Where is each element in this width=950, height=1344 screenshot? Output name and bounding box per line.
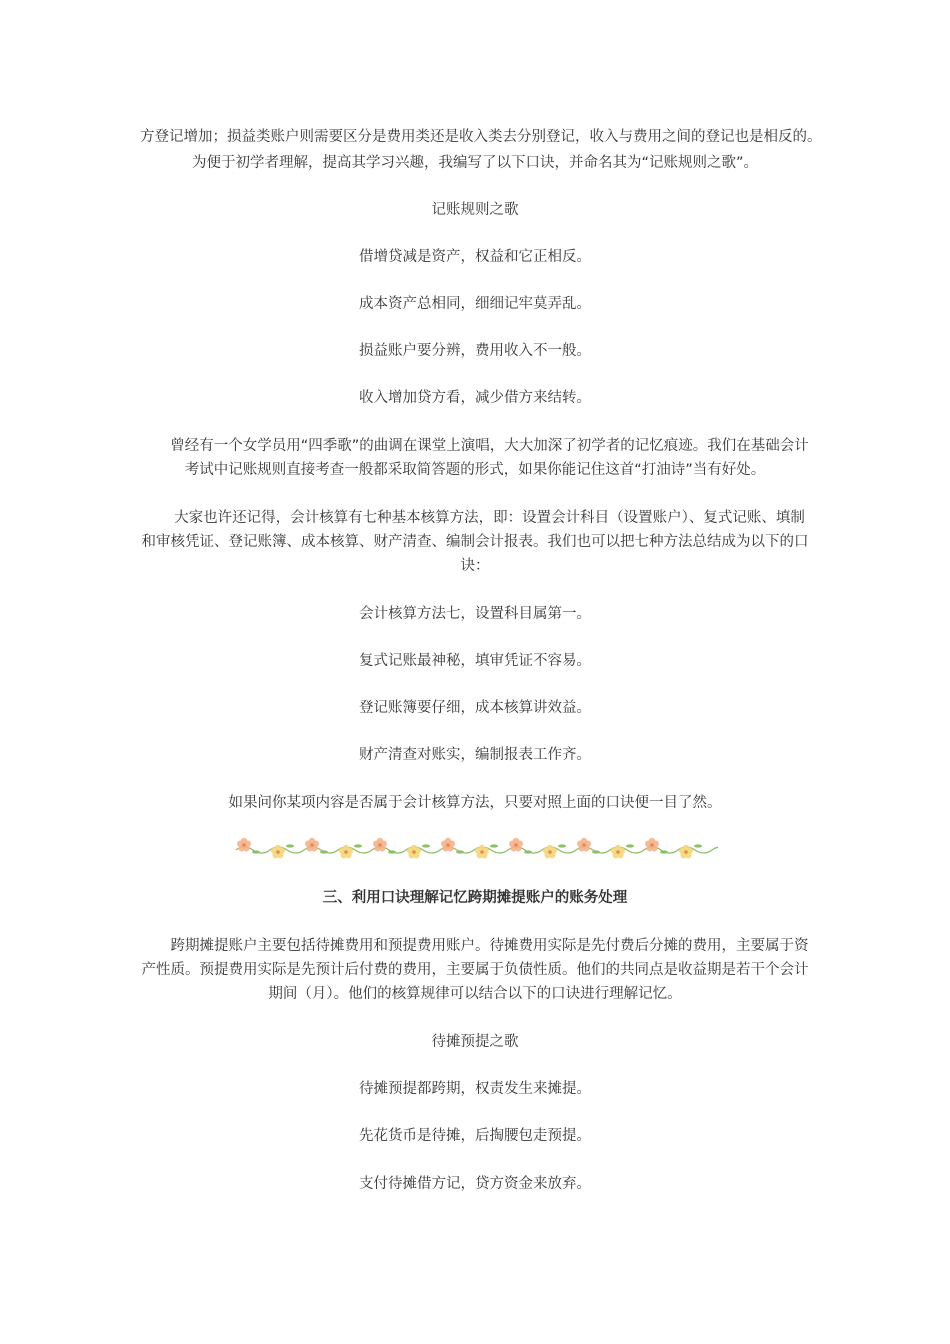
song1-line-3: 损益账户要分辨，费用收入不一般。 <box>359 343 591 359</box>
flower-icon <box>611 845 625 859</box>
flower-icon <box>339 845 353 859</box>
song2-line-1: 会计核算方法七，设置科目属第一。 <box>359 606 591 622</box>
leaf-icon <box>320 850 328 853</box>
leaf-icon <box>694 844 702 847</box>
intro-line-1: 方登记增加；损益类账户则需要区分是费用类还是收入类去分别登记，收入与费用之间的登记也是相反的。 <box>140 129 822 145</box>
flower-icon <box>509 838 523 852</box>
leaf-icon <box>422 844 430 847</box>
song1-line-2: 成本资产总相同，细细记牢莫弄乱。 <box>359 296 591 312</box>
flower-vine-divider-icon <box>232 834 718 864</box>
flower-icon <box>407 845 421 859</box>
song3-line-1: 待摊预提都跨期，权责发生来摊提。 <box>359 1081 591 1097</box>
leaf-icon <box>456 850 464 853</box>
leaf-icon <box>354 844 362 847</box>
leaf-icon <box>592 850 600 853</box>
section-3-heading: 三、利用口诀理解记忆跨期摊提账户的账务处理 <box>322 890 628 906</box>
flower-icon <box>373 838 387 852</box>
leaf-icon <box>626 844 634 847</box>
song2-line-3: 登记账簿要仔细，成本核算讲效益。 <box>359 700 591 716</box>
song2-line-2: 复式记账最神秘，填审凭证不容易。 <box>359 653 591 669</box>
song1-title: 记账规则之歌 <box>431 202 519 218</box>
song1-line-1: 借增贷减是资产，权益和它正相反。 <box>359 249 591 265</box>
flower-icon <box>441 838 455 852</box>
paragraph-four-seasons: 曾经有一个女学员用“四季歌”的曲调在课堂上演唱，大大加深了初学者的记忆痕迹。我们在基础会计考试中记账规则直接考查一般都采取简答题的形式，如果你能记住这首“打油诗”当有好处。 <box>170 438 809 478</box>
leaf-icon <box>558 844 566 847</box>
intro-line-2: 为便于初学者理解，提高其学习兴趣，我编写了以下口诀，并命名其为“记账规则之歌”。 <box>191 155 759 171</box>
flower-icon <box>679 845 693 859</box>
song3-line-2: 先花货币是待摊，后掏腰包走预提。 <box>359 1128 591 1144</box>
flower-icon <box>645 838 659 852</box>
flower-icon <box>271 845 285 859</box>
flower-icon <box>577 838 591 852</box>
song1-line-4: 收入增加贷方看，减少借方来结转。 <box>359 390 591 406</box>
leaf-icon <box>490 844 498 847</box>
leaf-icon <box>388 850 396 853</box>
paragraph-deferred-accrued: 跨期摊提账户主要包括待摊费用和预提费用账户。待摊费用实际是先付费后分摊的费用，主要属于资产性质。预提费用实际是先预计后付费的费用，主要属于负债性质。他们的共同点是收益期是若干个会计期间（月）。他们的核算规律可以结合以下的口诀进行理解记忆。 <box>141 938 809 1002</box>
song2-line-4: 财产清查对账实，编制报表工作齐。 <box>359 747 591 763</box>
summary-line: 如果问你某项内容是否属于会计核算方法，只要对照上面的口诀便一目了然。 <box>228 795 722 811</box>
song3-title: 待摊预提之歌 <box>431 1034 519 1050</box>
flower-icon <box>237 838 251 852</box>
leaf-icon <box>660 850 668 853</box>
flower-icon <box>543 845 557 859</box>
song3-line-3: 支付待摊借方记，贷方资金来放弃。 <box>359 1176 591 1192</box>
leaf-icon <box>252 850 260 853</box>
paragraph-seven-methods: 大家也许还记得，会计核算有七种基本核算方法，即：设置会计科目（设置账户）、复式记账、填制和审核凭证、登记账簿、成本核算、财产清查、编制会计报表。我们也可以把七种方法总结成为以下的口诀： <box>141 510 809 574</box>
leaf-icon <box>286 844 294 847</box>
leaf-icon <box>524 850 532 853</box>
flower-icon <box>475 845 489 859</box>
flower-icon <box>305 838 319 852</box>
